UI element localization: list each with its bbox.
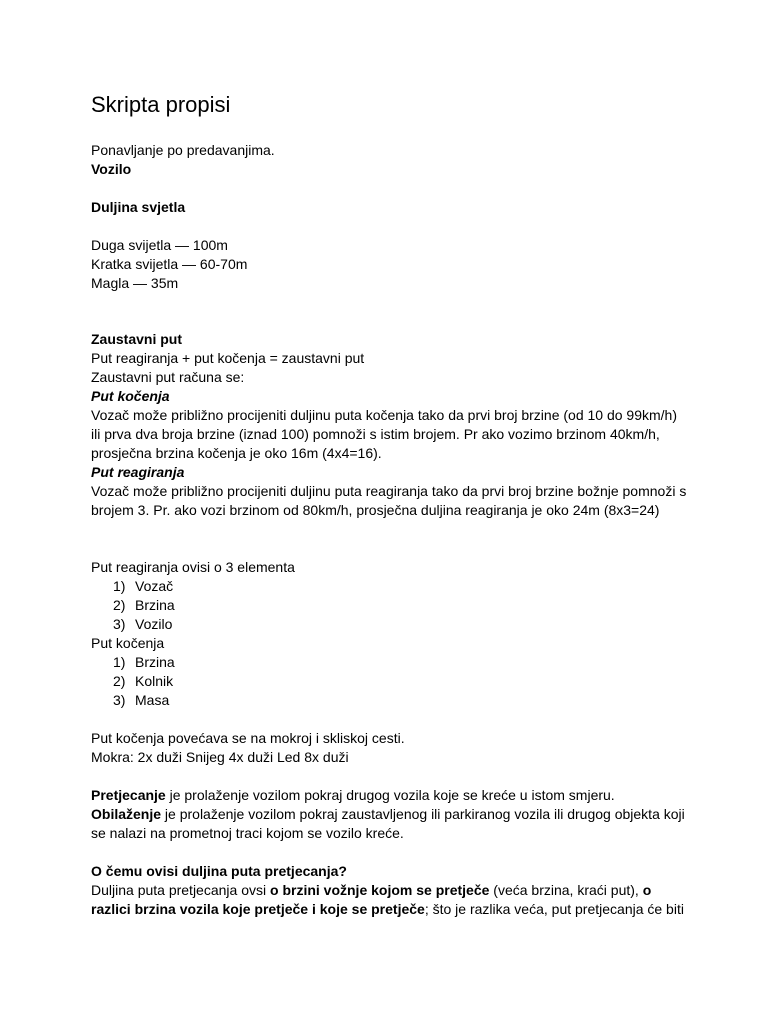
bold-span: razlici brzina vozila koje pretječe i koje se pretječe — [91, 901, 425, 917]
list-number: 3) — [113, 616, 126, 632]
bold-span: o brzini vožnje kojom se pretječe — [270, 882, 490, 898]
kocenja-elements-intro: Put kočenja — [91, 635, 165, 651]
kocenja-text: Vozač može približno procijeniti duljinu puta kočenja tako da prvi broj brzine (od 10 do 99km/h) — [91, 407, 677, 423]
question-heading: O čemu ovisi duljina puta pretjecanja? — [91, 863, 347, 879]
obilazenje-definition-cont: se nalazi na prometnoj traci kojom se vozilo kreće. — [91, 825, 404, 841]
obilazenje-definition — [91, 805, 691, 824]
subheading-put-reagiranja: Put reagiranja — [91, 464, 185, 480]
svjetla-line: Magla — 35m — [91, 275, 179, 291]
text-span: (veća brzina, kraći put), — [489, 882, 643, 898]
list-item — [91, 653, 691, 672]
text-span: Duljina puta pretjecanja ovsi — [91, 882, 270, 898]
kocenja-text: ili prva dva broja brzine (iznad 100) pomnoži s istim brojem. Pr ako vozimo brzinom 40km/h, — [91, 426, 660, 442]
svjetla-line: Kratka svijetla — 60-70m — [91, 256, 248, 272]
section-heading-vozilo: Vozilo — [91, 161, 132, 177]
subheading-put-kocenja: Put kočenja — [91, 388, 170, 404]
duljina-text — [91, 900, 691, 919]
list-item — [91, 596, 691, 615]
list-item — [91, 615, 691, 634]
list-label: Vozač — [135, 578, 174, 594]
term-pretjecanje: Pretjecanje — [91, 787, 166, 803]
pretjecanje-definition — [91, 786, 691, 805]
section-heading-zaustavni: Zaustavni put — [91, 331, 183, 347]
svjetla-list — [91, 236, 691, 293]
povecanje-text: Mokra: 2x duži Snijeg 4x duži Led 8x duži — [91, 749, 349, 765]
list-label: Masa — [135, 692, 170, 708]
intro-text: Ponavljanje po predavanjima. — [91, 142, 275, 158]
duljina-text — [91, 881, 691, 900]
section-heading-svjetla: Duljina svjetla — [91, 199, 186, 215]
list-number: 2) — [113, 673, 126, 689]
document-page — [91, 90, 691, 919]
list-number: 1) — [113, 578, 126, 594]
reagiranja-elements-list — [91, 577, 691, 634]
list-label: Vozilo — [135, 616, 173, 632]
list-number: 2) — [113, 597, 126, 613]
list-number: 3) — [113, 692, 126, 708]
definition-text: je prolaženje vozilom pokraj drugog vozila koje se kreće u istom smjeru. — [165, 787, 615, 803]
list-item — [91, 672, 691, 691]
zaustavni-formula: Put reagiranja + put kočenja = zaustavni put — [91, 350, 365, 366]
page-title: Skripta propisi — [91, 92, 231, 117]
term-obilazenje: Obilaženje — [91, 806, 162, 822]
svjetla-line: Duga svijetla — 100m — [91, 237, 228, 253]
reagiranja-text: Vozač može približno procijeniti duljinu puta reagiranja tako da prvi broj brzine božnje pomnoži s — [91, 483, 687, 499]
reagiranja-text: brojem 3. Pr. ako vozi brzinom od 80km/h, prosječna duljina reagiranja je oko 24m (8x3=24) — [91, 502, 660, 518]
list-item — [91, 691, 691, 710]
zaustavni-racuna: Zaustavni put računa se: — [91, 369, 245, 385]
reagiranja-elements-intro: Put reagiranja ovisi o 3 elementa — [91, 559, 295, 575]
list-label: Brzina — [135, 597, 175, 613]
bold-span: o — [642, 882, 652, 898]
definition-text: je prolaženje vozilom pokraj zaustavljenog ili parkiranog vozila ili drugog objekta koji — [161, 806, 685, 822]
list-label: Brzina — [135, 654, 175, 670]
text-span: ; što je razlika veća, put pretjecanja će biti — [424, 901, 684, 917]
list-number: 1) — [113, 654, 126, 670]
kocenja-elements-list — [91, 653, 691, 710]
povecanje-text: Put kočenja povećava se na mokroj i skliskoj cesti. — [91, 730, 405, 746]
list-label: Kolnik — [135, 673, 174, 689]
kocenja-text: prosječna brzina kočenja je oko 16m (4x4=16). — [91, 445, 382, 461]
list-item — [91, 577, 691, 596]
